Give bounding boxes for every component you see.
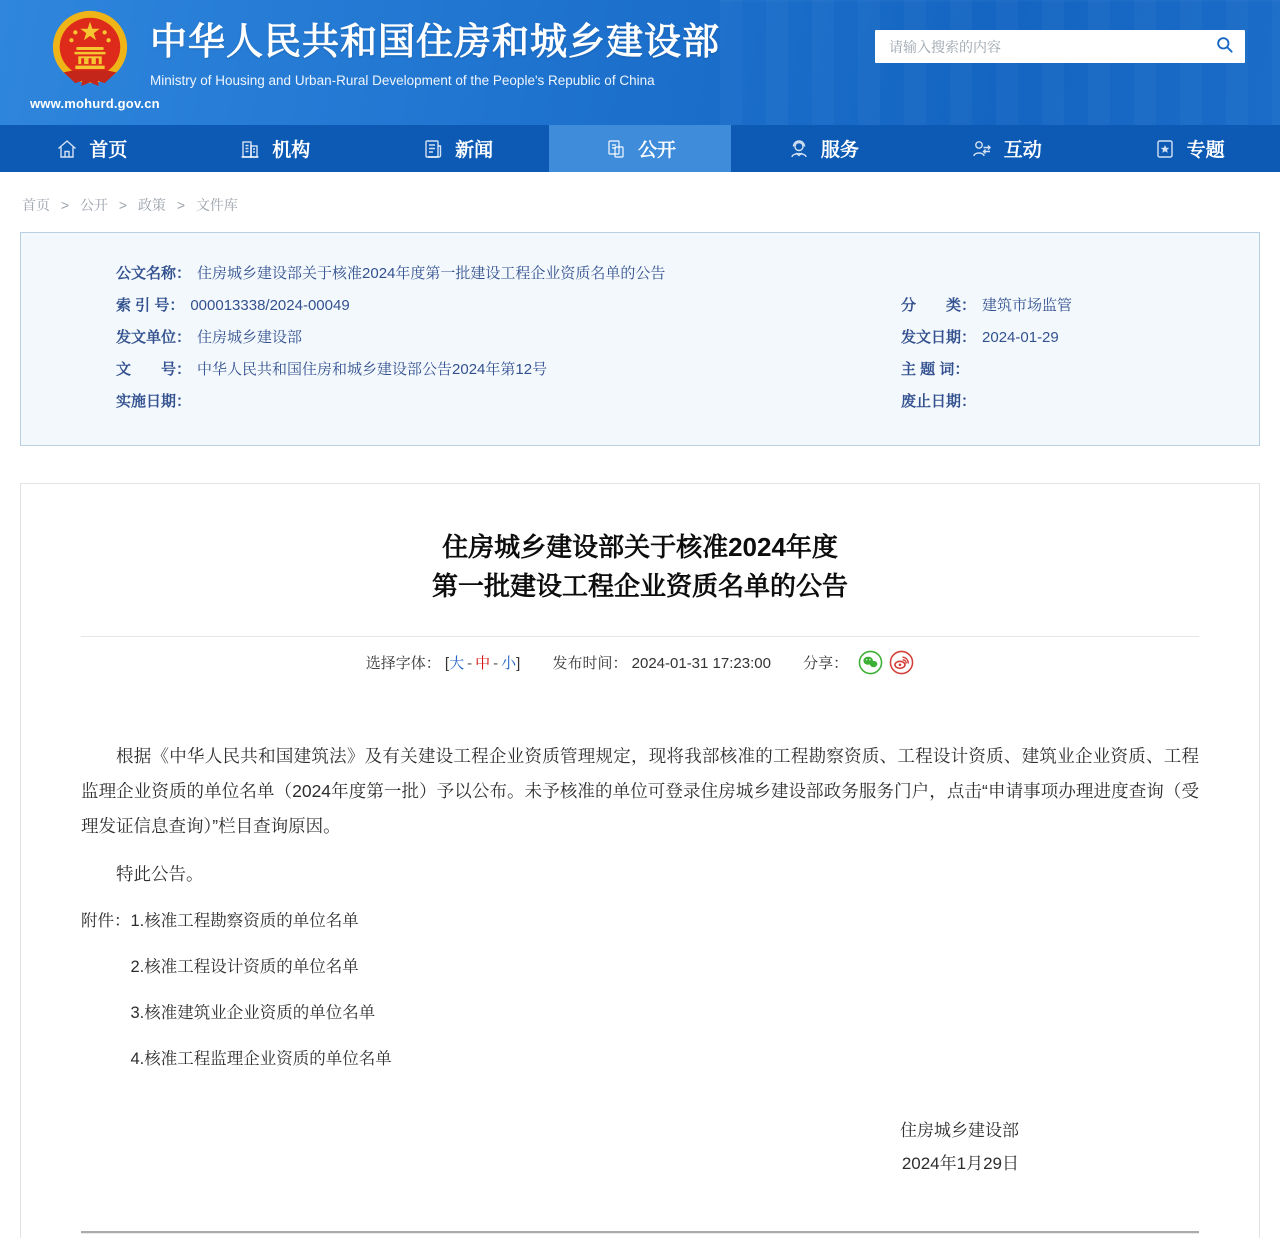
nav-label: 专题 — [1186, 140, 1225, 161]
meta-label: 文 号： — [116, 361, 192, 378]
meta-row-repeal-date — [901, 393, 1239, 411]
publish-time-block — [552, 655, 775, 672]
breadcrumb — [0, 172, 1280, 215]
wechat-share-icon[interactable] — [858, 650, 883, 679]
breadcrumb-home[interactable]: 首页 — [22, 197, 50, 213]
organization-icon — [238, 137, 262, 161]
service-icon — [787, 137, 811, 161]
article-paragraph: 根据《中华人民共和国建筑法》及有关建设工程企业资质管理规定，现将我部核准的工程勘察资质、工程设计资质、建筑业企业资质、工程监理企业资质的单位名单（2024年度第一批）予以公布。未予核准的单位可登录住房城乡建设部政务服务门户，点击“申请事项办理进度查询（受理发证信息查询）”栏目查询原因。 — [81, 746, 1199, 836]
meta-label: 公文名称： — [116, 265, 192, 282]
nav-item-disclosure[interactable] — [549, 125, 732, 172]
meta-row-subject-words — [901, 361, 1239, 379]
nav-item-organization[interactable] — [183, 125, 366, 172]
meta-value: 住房城乡建设部 — [197, 329, 303, 346]
title-divider — [81, 636, 1199, 637]
article-title-line2: 第一批建设工程企业资质名单的公告 — [431, 571, 848, 601]
meta-column-right — [901, 297, 1239, 425]
nav-label: 机构 — [272, 140, 311, 161]
meta-label: 索 引 号： — [116, 297, 185, 314]
article-closing: 特此公告。 — [116, 864, 204, 884]
interaction-icon — [970, 137, 994, 161]
meta-column-left — [116, 297, 901, 425]
search-icon — [1215, 35, 1235, 58]
nav-label: 新闻 — [455, 140, 494, 161]
meta-row-category — [901, 297, 1239, 315]
publish-time-value: 2024-01-31 17:23:00 — [631, 655, 771, 673]
attachments-list — [131, 906, 392, 1090]
attachments-label: 附件： — [81, 912, 131, 930]
attachment-item-1[interactable]: 1.核准工程勘察资质的单位名单 — [130, 912, 359, 930]
breadcrumb-document-library[interactable]: 文件库 — [195, 197, 238, 213]
nav-item-interaction[interactable] — [914, 125, 1097, 172]
meta-row-index-number — [116, 297, 901, 315]
nav-item-service[interactable] — [731, 125, 914, 172]
nav-label: 互动 — [1003, 140, 1042, 161]
special-topic-icon — [1153, 137, 1177, 161]
signature-block — [81, 1116, 1199, 1179]
national-emblem-icon — [46, 8, 134, 90]
home-icon — [55, 137, 79, 161]
logo-block — [30, 8, 160, 111]
meta-value: 住房城乡建设部关于核准2024年度第一批建设工程企业资质名单的公告 — [197, 265, 666, 282]
signature-date: 2024年1月29日 — [901, 1154, 1019, 1173]
document-meta-box — [20, 232, 1260, 446]
meta-value: 000013338/2024-00049 — [190, 297, 350, 314]
attachment-item-4[interactable]: 4.核准工程监理企业资质的单位名单 — [130, 1050, 392, 1068]
attachments-block — [81, 906, 1199, 1090]
weibo-share-icon[interactable] — [889, 650, 914, 679]
share-label: 分享： — [803, 655, 849, 673]
meta-row-doc-name — [116, 265, 1239, 283]
breadcrumb-separator: > — [60, 197, 70, 213]
search-box — [875, 30, 1245, 63]
attachment-item-3[interactable]: 3.核准建筑业企业资质的单位名单 — [130, 1004, 376, 1022]
attachment-item-2[interactable]: 2.核准工程设计资质的单位名单 — [130, 958, 359, 976]
meta-label: 发文日期： — [901, 329, 977, 346]
breadcrumb-disclosure[interactable]: 公开 — [79, 197, 108, 213]
nav-item-news[interactable] — [366, 125, 549, 172]
article-controls-row — [81, 650, 1199, 679]
site-header — [0, 0, 1280, 125]
share-block — [803, 655, 914, 672]
site-title: 中华人民共和国住房和城乡建设部 — [150, 21, 720, 62]
font-size-medium-button[interactable]: 中 — [475, 655, 491, 673]
main-nav — [0, 125, 1280, 172]
breadcrumb-separator: > — [176, 197, 186, 213]
meta-label: 主 题 词： — [901, 361, 970, 378]
publish-time-label: 发布时间： — [552, 655, 628, 673]
article-title — [81, 528, 1199, 606]
breadcrumb-separator: > — [118, 197, 128, 213]
meta-value: 建筑市场监管 — [982, 297, 1073, 314]
site-url: www.mohurd.gov.cn — [30, 96, 160, 111]
meta-row-doc-number — [116, 361, 901, 379]
site-title-block — [150, 20, 720, 88]
font-size-large-button[interactable]: 大 — [449, 655, 465, 673]
font-select-label: 选择字体： — [365, 655, 441, 673]
meta-row-issuing-unit — [116, 329, 901, 347]
meta-label: 分 类： — [901, 297, 977, 314]
font-size-small-button[interactable]: 小 — [501, 655, 517, 673]
article-body — [81, 739, 1199, 844]
nav-item-home[interactable] — [0, 125, 183, 172]
article-card — [20, 483, 1260, 1238]
signer-name: 住房城乡建设部 — [900, 1121, 1019, 1140]
nav-label: 服务 — [820, 140, 859, 161]
meta-columns — [116, 297, 1239, 425]
font-size-selector — [366, 655, 525, 672]
nav-label: 公开 — [638, 140, 677, 161]
article-bottom-divider — [81, 1231, 1199, 1233]
dash: - — [467, 655, 473, 673]
article-title-line1: 住房城乡建设部关于核准2024年度 — [442, 532, 838, 562]
bracket: ] — [516, 655, 521, 673]
nav-label: 首页 — [89, 140, 128, 161]
meta-row-implementation-date — [116, 393, 901, 411]
site-subtitle-en: Ministry of Housing and Urban-Rural Development of the People's Republic of China — [150, 73, 655, 88]
meta-label: 实施日期： — [116, 393, 192, 410]
search-button[interactable] — [1205, 30, 1245, 63]
breadcrumb-policy[interactable]: 政策 — [137, 197, 166, 213]
news-icon — [421, 137, 445, 161]
dash: - — [493, 655, 499, 673]
meta-row-issue-date — [901, 329, 1239, 347]
disclosure-icon — [604, 137, 628, 161]
meta-value: 中华人民共和国住房和城乡建设部公告2024年第12号 — [197, 361, 548, 378]
search-input[interactable] — [875, 39, 1205, 55]
bracket: [ — [444, 655, 450, 673]
meta-value: 2024-01-29 — [982, 329, 1059, 346]
nav-item-special-topic[interactable] — [1097, 125, 1280, 172]
meta-label: 废止日期： — [901, 393, 977, 410]
meta-label: 发文单位： — [116, 329, 192, 346]
